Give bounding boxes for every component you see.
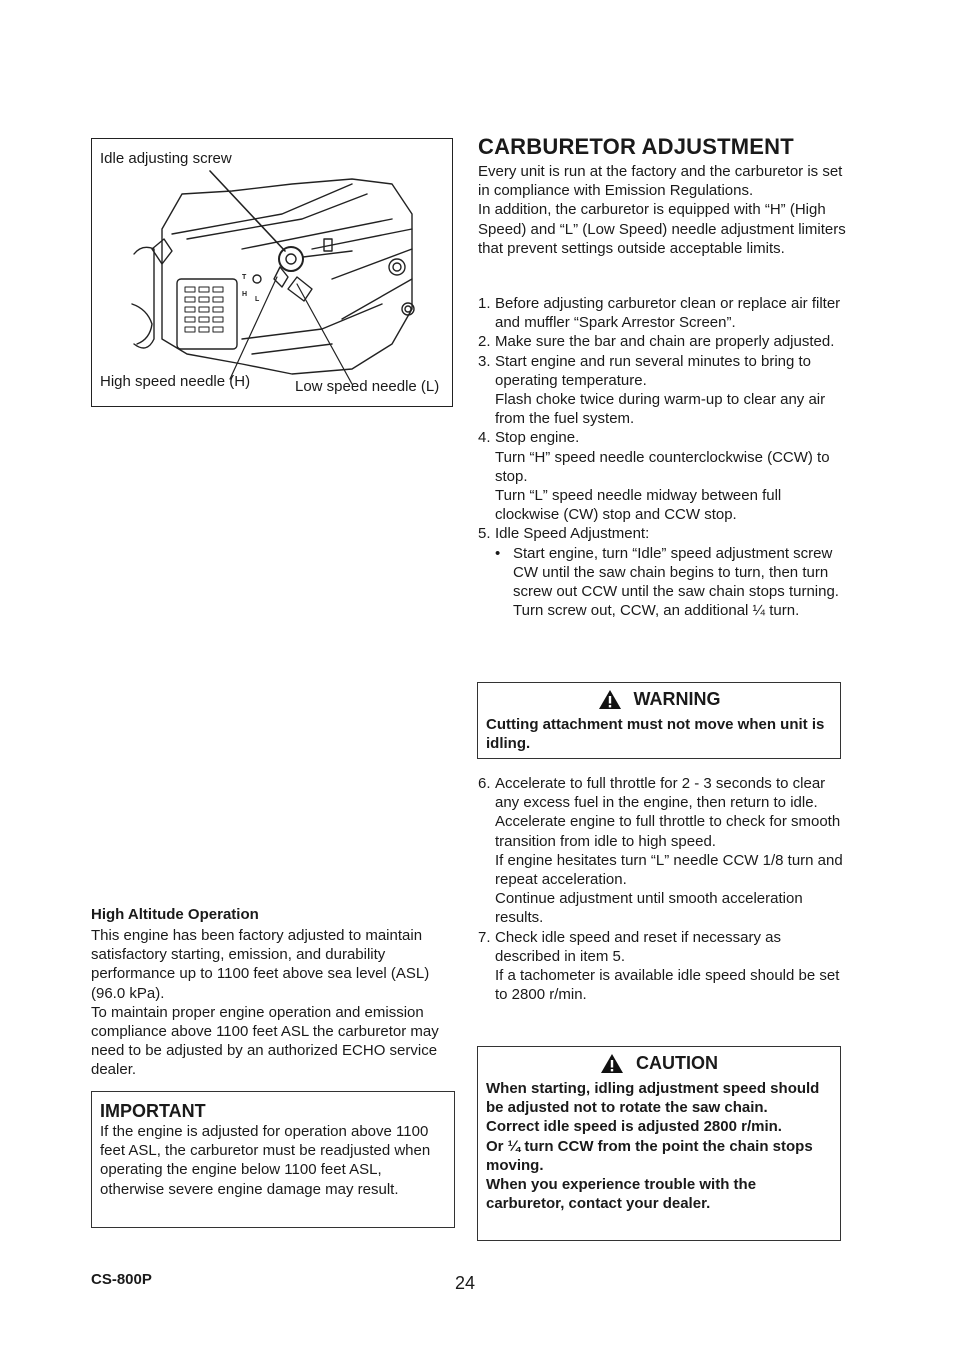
step-number: 4. [478, 429, 491, 447]
mark-l: L [255, 296, 260, 303]
warning-header [478, 689, 840, 710]
caution-line: Correct idle speed is adjusted 2800 r/min. [486, 1118, 782, 1136]
step-text: Idle Speed Adjustment: [495, 525, 650, 543]
step-text: Continue adjustment until smooth acceleration results. [495, 890, 803, 927]
step-number: 7. [478, 928, 491, 946]
important-text: If the engine is adjusted for operation above 1100 feet ASL, the carburetor must be readjusted when operating the engine below 1100 feet ASL, otherwise severe engine damage may result. [100, 1123, 431, 1198]
caution-line: Or ¼ turn CCW from the point the chain stops moving. [486, 1137, 813, 1174]
altitude-paragraph: To maintain proper engine operation and emission compliance above 1100 feet ASL the carburetor may need to be adjusted by an authorized ECHO service dealer. [91, 1003, 439, 1079]
idle-screw-label: Idle adjusting screw [100, 150, 232, 167]
step-7 [478, 928, 846, 1005]
step-number: 1. [478, 295, 491, 312]
step-text: Stop engine. [495, 429, 580, 447]
mark-h: H [242, 291, 248, 298]
steps-list-1 [478, 294, 846, 620]
caution-line: When you experience trouble with the carburetor, contact your dealer. [486, 1176, 757, 1213]
step-number: 6. [478, 775, 491, 792]
step-4 [478, 428, 846, 524]
important-title: IMPORTANT [100, 1101, 206, 1121]
section-title: CARBURETOR ADJUSTMENT [478, 134, 794, 159]
step-5-bullet [495, 544, 846, 621]
step-text: Turn “L” speed needle midway between full clockwise (CW) stop and CCW stop. [495, 487, 782, 524]
mark-t: T [242, 274, 247, 281]
intro-text [478, 162, 848, 258]
step-text: Accelerate to full throttle for 2 - 3 seconds to clear any excess fuel in the engine, then return to idle. [495, 775, 826, 812]
step-text: If a tachometer is available idle speed should be set to 2800 r/min. [495, 967, 840, 1004]
step-text: If engine hesitates turn “L” needle CCW 1/8 turn and repeat acceleration. [495, 851, 843, 889]
step-2 [478, 332, 846, 351]
step-text: Flash choke twice during warm-up to clear any air from the fuel system. [495, 391, 826, 428]
intro-paragraph: In addition, the carburetor is equipped with “H” (High Speed) and “L” (Low Speed) needle adjustment limiters that prevent settings outside acceptable limits. [478, 201, 846, 257]
step-text: Before adjusting carburetor clean or replace air filter and muffler “Spark Arrestor Screen”. [495, 295, 841, 332]
important-box [91, 1091, 455, 1228]
model-number: CS-800P [91, 1271, 152, 1288]
caution-box [477, 1046, 841, 1241]
step-text: Accelerate engine to full throttle to check for smooth transition from idle to high speed. [495, 813, 841, 850]
steps-list-2 [478, 774, 846, 1004]
caution-line: When starting, idling adjustment speed should be adjusted not to rotate the saw chain. [486, 1080, 820, 1117]
high-needle-label: High speed needle (H) [100, 373, 251, 390]
step-6 [478, 774, 846, 928]
carburetor-figure [91, 138, 453, 407]
altitude-title: High Altitude Operation [91, 906, 259, 923]
step-text: Start engine and run several minutes to bring to operating temperature. [495, 352, 812, 389]
bullet-text: Turn screw out, CCW, an additional ¼ turn. [513, 602, 800, 620]
page-number: 24 [455, 1273, 476, 1293]
step-text: Turn “H” speed needle counterclockwise (CCW) to stop. [495, 448, 830, 485]
step-text: Check idle speed and reset if necessary as described in item 5. [495, 928, 781, 965]
step-5 [478, 524, 846, 620]
step-number: 5. [478, 525, 491, 543]
altitude-paragraph: This engine has been factory adjusted to maintain satisfactory starting, emission, and durability performance up to 1100 feet above sea level (ASL) (96.0 kPa). [91, 927, 430, 1002]
warning-triangle-icon [598, 689, 622, 710]
low-needle-label: Low speed needle (L) [295, 378, 440, 395]
caution-text [478, 1079, 840, 1213]
step-3 [478, 352, 846, 429]
carburetor-illustration [92, 139, 454, 408]
step-number: 2. [478, 333, 491, 351]
step-1 [478, 294, 846, 332]
warning-box [477, 682, 841, 759]
step-text: Make sure the bar and chain are properly adjusted. [495, 333, 835, 351]
warning-triangle-icon [600, 1053, 624, 1074]
bullet-mark: • [495, 544, 501, 562]
step-number: 3. [478, 352, 491, 370]
warning-text: Cutting attachment must not move when unit is idling. [486, 716, 825, 753]
bullet-text: Start engine, turn “Idle” speed adjustment screw CW until the saw chain begins to turn, then turn screw out CCW until the saw chain stops turning. [513, 544, 839, 601]
caution-header [478, 1053, 840, 1074]
caution-title: CAUTION [636, 1053, 718, 1073]
intro-paragraph: Every unit is run at the factory and the carburetor is set in compliance with Emission Regulations. [478, 163, 843, 200]
altitude-text [91, 926, 461, 1080]
warning-title: WARNING [633, 689, 721, 709]
